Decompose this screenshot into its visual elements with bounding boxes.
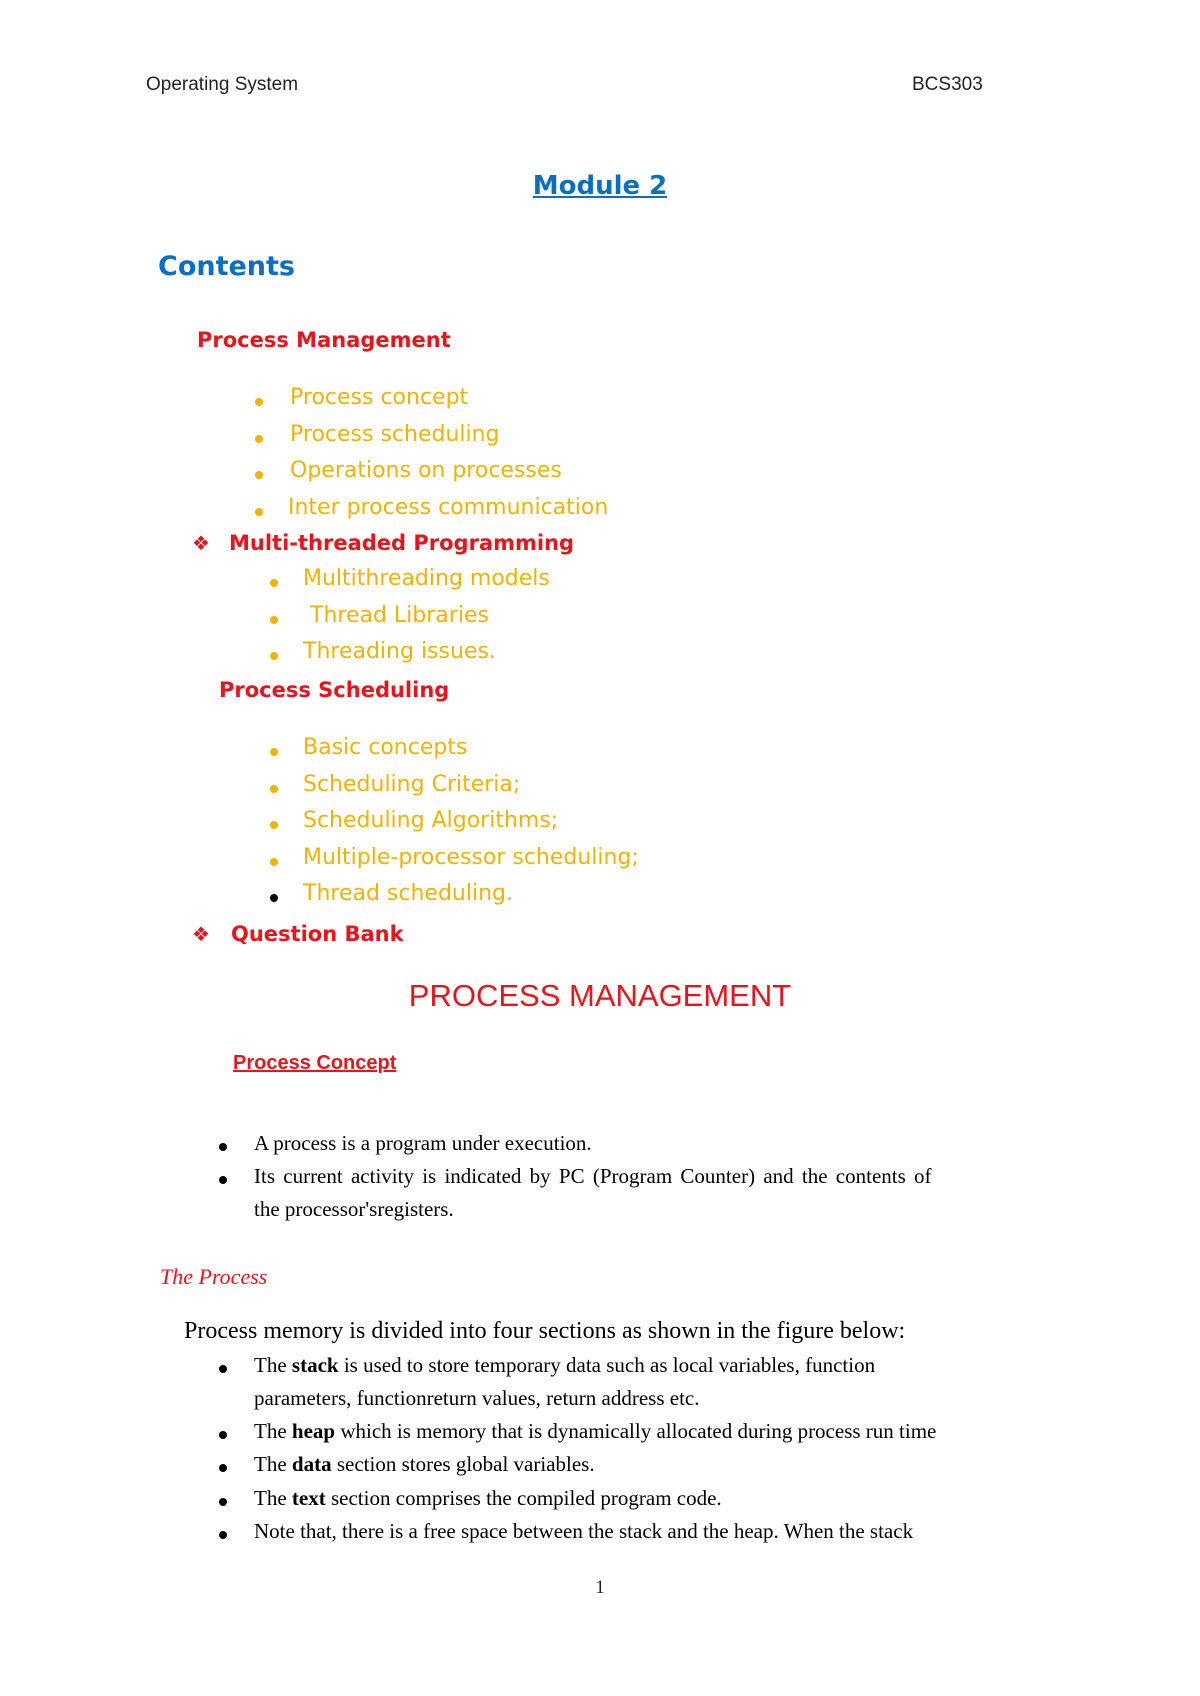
contents-item: Inter process communication: [288, 495, 609, 520]
bullet-icon: [255, 435, 263, 443]
text: The: [254, 1452, 292, 1476]
contents-item: Operations on processes: [290, 458, 562, 483]
contents-item: Process concept: [290, 385, 469, 410]
process-concept-bullet-continuation: the processor'sregisters.: [254, 1197, 454, 1221]
bullet-icon: [219, 1176, 227, 1184]
the-process-bullet-note: Note that, there is a free space between the stack and the heap. When the stack: [254, 1519, 914, 1543]
bullet-icon: [270, 652, 278, 660]
contents-question-bank-heading: Question Bank: [231, 922, 404, 946]
text: The: [254, 1486, 292, 1510]
bullet-icon: [270, 748, 278, 756]
term-text: text: [291, 1486, 326, 1510]
the-process-bullet-data: [254, 1452, 595, 1477]
bullet-icon: [270, 579, 278, 587]
contents-title: Contents: [158, 251, 296, 282]
bullet-icon: [270, 858, 278, 866]
contents-item: Thread scheduling.: [303, 881, 513, 906]
contents-item: Multiple-processor scheduling;: [303, 845, 639, 870]
process-concept-bullet: A process is a program under execution.: [254, 1131, 592, 1155]
the-process-bullet-heap: [254, 1419, 936, 1444]
process-concept-title: Process Concept: [233, 1052, 397, 1074]
bullet-icon: [255, 471, 263, 479]
text: section comprises the compiled program code.: [325, 1486, 722, 1510]
contents-item: Scheduling Algorithms;: [303, 808, 559, 833]
term-stack: stack: [291, 1353, 339, 1377]
text: section stores global variables.: [331, 1452, 595, 1476]
the-process-bullet-continuation: parameters, functionreturn values, return address etc.: [254, 1386, 700, 1410]
bullet-icon: [255, 508, 263, 516]
term-heap: heap: [291, 1419, 336, 1443]
contents-process-management-heading: Process Management: [197, 328, 451, 352]
bullet-icon: [219, 1464, 227, 1472]
contents-item: Thread Libraries: [310, 603, 489, 628]
contents-multithreaded-heading: Multi-threaded Programming: [229, 531, 575, 555]
bullet-icon: [270, 821, 278, 829]
bullet-icon: [219, 1365, 227, 1373]
bullet-icon: [270, 785, 278, 793]
diamond-bullet-icon: ❖: [192, 531, 210, 555]
bullet-icon: [255, 398, 263, 406]
process-concept-bullet: Its current activity is indicated by PC (Program Counter) and the contents of: [254, 1164, 932, 1188]
contents-item: Multithreading models: [303, 566, 550, 591]
term-data: data: [291, 1452, 332, 1476]
diamond-bullet-icon: ❖: [192, 922, 210, 946]
text: is used to store temporary data such as local variables, function: [338, 1353, 876, 1377]
text: The: [254, 1353, 292, 1377]
header-left: Operating System: [146, 74, 299, 95]
module-title: Module 2: [532, 171, 668, 201]
bullet-icon: [219, 1498, 227, 1506]
the-process-bullet-text: [254, 1486, 722, 1511]
the-process-intro: Process memory is divided into four sections as shown in the figure below:: [184, 1318, 906, 1344]
the-process-title: The Process: [160, 1264, 268, 1289]
page-number: 1: [595, 1577, 605, 1598]
bullet-icon: [270, 616, 278, 624]
bullet-icon: [219, 1431, 227, 1439]
header-right: BCS303: [912, 74, 983, 95]
main-title: PROCESS MANAGEMENT: [408, 978, 792, 1013]
text: The: [254, 1419, 292, 1443]
contents-item: Scheduling Criteria;: [303, 772, 521, 797]
the-process-bullet-stack: [254, 1353, 875, 1378]
bullet-icon: [219, 1143, 227, 1151]
bullet-icon: [219, 1531, 227, 1539]
contents-process-scheduling-heading: Process Scheduling: [219, 678, 450, 702]
contents-item: Threading issues.: [303, 639, 496, 664]
contents-item: Process scheduling: [290, 422, 500, 447]
contents-item: Basic concepts: [303, 735, 468, 760]
bullet-icon: [270, 894, 278, 902]
text: which is memory that is dynamically allocated during process run time: [335, 1419, 937, 1443]
